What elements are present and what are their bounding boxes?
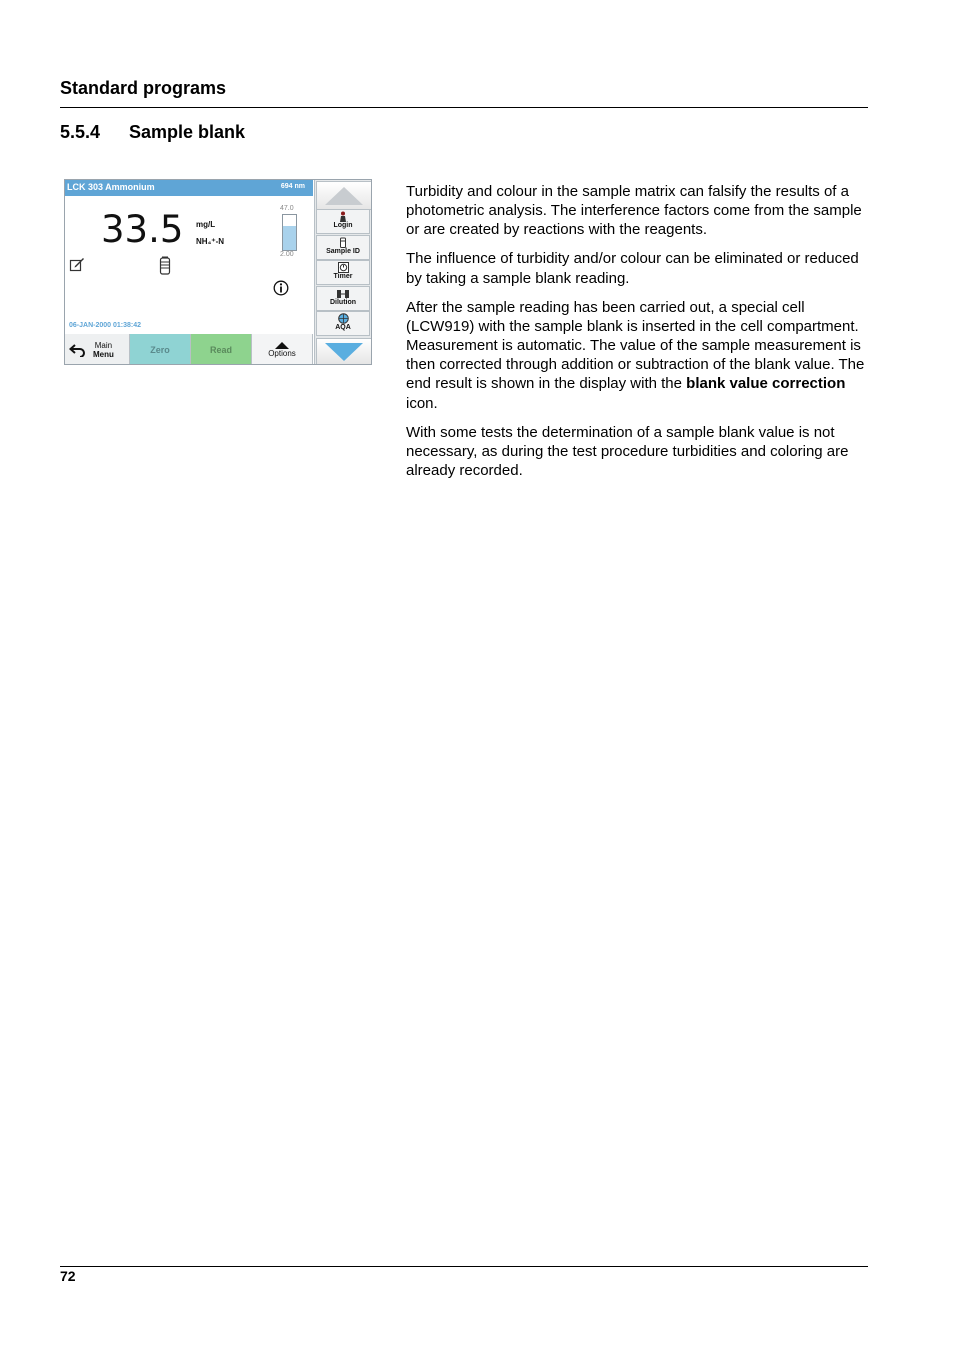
main-menu-button[interactable] bbox=[65, 334, 130, 365]
result-unit: mg/L bbox=[196, 220, 216, 229]
sample-id-button[interactable] bbox=[316, 235, 370, 260]
page-number: 72 bbox=[60, 1268, 76, 1284]
section-title: Sample blank bbox=[129, 122, 246, 142]
paragraph-4: With some tests the determination of a sample blank value is not necessary, as during the test procedure turbidities and coloring are already recorded. bbox=[406, 423, 849, 480]
triangle-up-icon bbox=[275, 342, 289, 349]
options-button[interactable] bbox=[252, 334, 313, 365]
side-menu bbox=[314, 180, 372, 365]
info-icon[interactable] bbox=[273, 280, 289, 296]
section-heading bbox=[60, 122, 245, 143]
scroll-up-button[interactable] bbox=[316, 181, 372, 210]
aqa-button[interactable] bbox=[316, 311, 370, 336]
arrow-down-icon bbox=[325, 343, 363, 361]
paragraph-3-bold: blank value correction bbox=[686, 375, 846, 393]
scroll-down-button[interactable] bbox=[316, 338, 372, 365]
body-text bbox=[406, 182, 868, 490]
paragraph-2: The influence of turbidity and/or colour can be eliminated or reduced by taking a sample blank reading. bbox=[406, 250, 859, 287]
dilution-label: Dilution bbox=[329, 299, 357, 306]
program-name: LCK 303 Ammonium bbox=[67, 182, 155, 192]
arrow-up-icon bbox=[325, 187, 363, 205]
header-rule bbox=[60, 107, 868, 108]
program-title-bar bbox=[65, 180, 313, 196]
main-menu-label-1: Main bbox=[94, 340, 113, 350]
section-number: 5.5.4 bbox=[60, 122, 101, 142]
bottom-button-bar bbox=[65, 334, 313, 365]
date-time-label: 06-JAN-2000 01:38:42 bbox=[69, 322, 141, 329]
paragraph-3-text-a: After the sample reading has been carried out, a special cell (LCW919) with the sample blank is inserted in the cell compartment. Measurement is automatic. The value of the sample measurement is then corrected through addition or subtraction of the blank value. The end result is shown in the display with the bbox=[406, 298, 865, 393]
dilution-icon bbox=[336, 288, 350, 299]
aqa-label: AQA bbox=[335, 324, 351, 331]
timer-label: Timer bbox=[333, 273, 353, 280]
back-arrow-icon bbox=[69, 343, 87, 357]
sample-cell-icon bbox=[338, 237, 348, 248]
paragraph-3-text-b: icon. bbox=[406, 394, 438, 412]
dilution-button[interactable] bbox=[316, 286, 370, 311]
concentration-bar-fill bbox=[283, 226, 296, 250]
main-menu-label-2: Menu bbox=[93, 349, 114, 359]
read-button[interactable]: Read bbox=[191, 334, 252, 365]
login-button[interactable] bbox=[316, 209, 370, 234]
timer-icon bbox=[338, 262, 349, 273]
range-max-label: 47.0 bbox=[280, 205, 294, 212]
range-min-label: 2.00 bbox=[280, 251, 294, 258]
login-user-icon bbox=[338, 211, 348, 222]
footer-rule bbox=[60, 1266, 868, 1267]
wavelength-label: 694 nm bbox=[280, 183, 305, 190]
options-label: Options bbox=[268, 348, 296, 358]
chemical-form: NH₄⁺-N bbox=[196, 237, 225, 246]
blank-value-correction-icon bbox=[159, 256, 171, 275]
aqa-globe-icon bbox=[338, 313, 349, 324]
edit-note-icon[interactable] bbox=[69, 256, 85, 272]
zero-button[interactable]: Zero bbox=[130, 334, 191, 365]
result-value: 33.5 bbox=[101, 208, 184, 251]
running-header-title: Standard programs bbox=[60, 78, 227, 98]
instrument-screenshot bbox=[64, 179, 372, 365]
login-label: Login bbox=[333, 222, 353, 229]
paragraph-3 bbox=[406, 298, 868, 413]
paragraph-1: Turbidity and colour in the sample matrix can falsify the results of a photometric analysis. The interference factors come from the sample or are created by reactions with the reagents. bbox=[406, 183, 862, 239]
sample-id-label: Sample ID bbox=[326, 248, 360, 255]
timer-button[interactable] bbox=[316, 260, 370, 285]
concentration-bar bbox=[282, 214, 297, 251]
